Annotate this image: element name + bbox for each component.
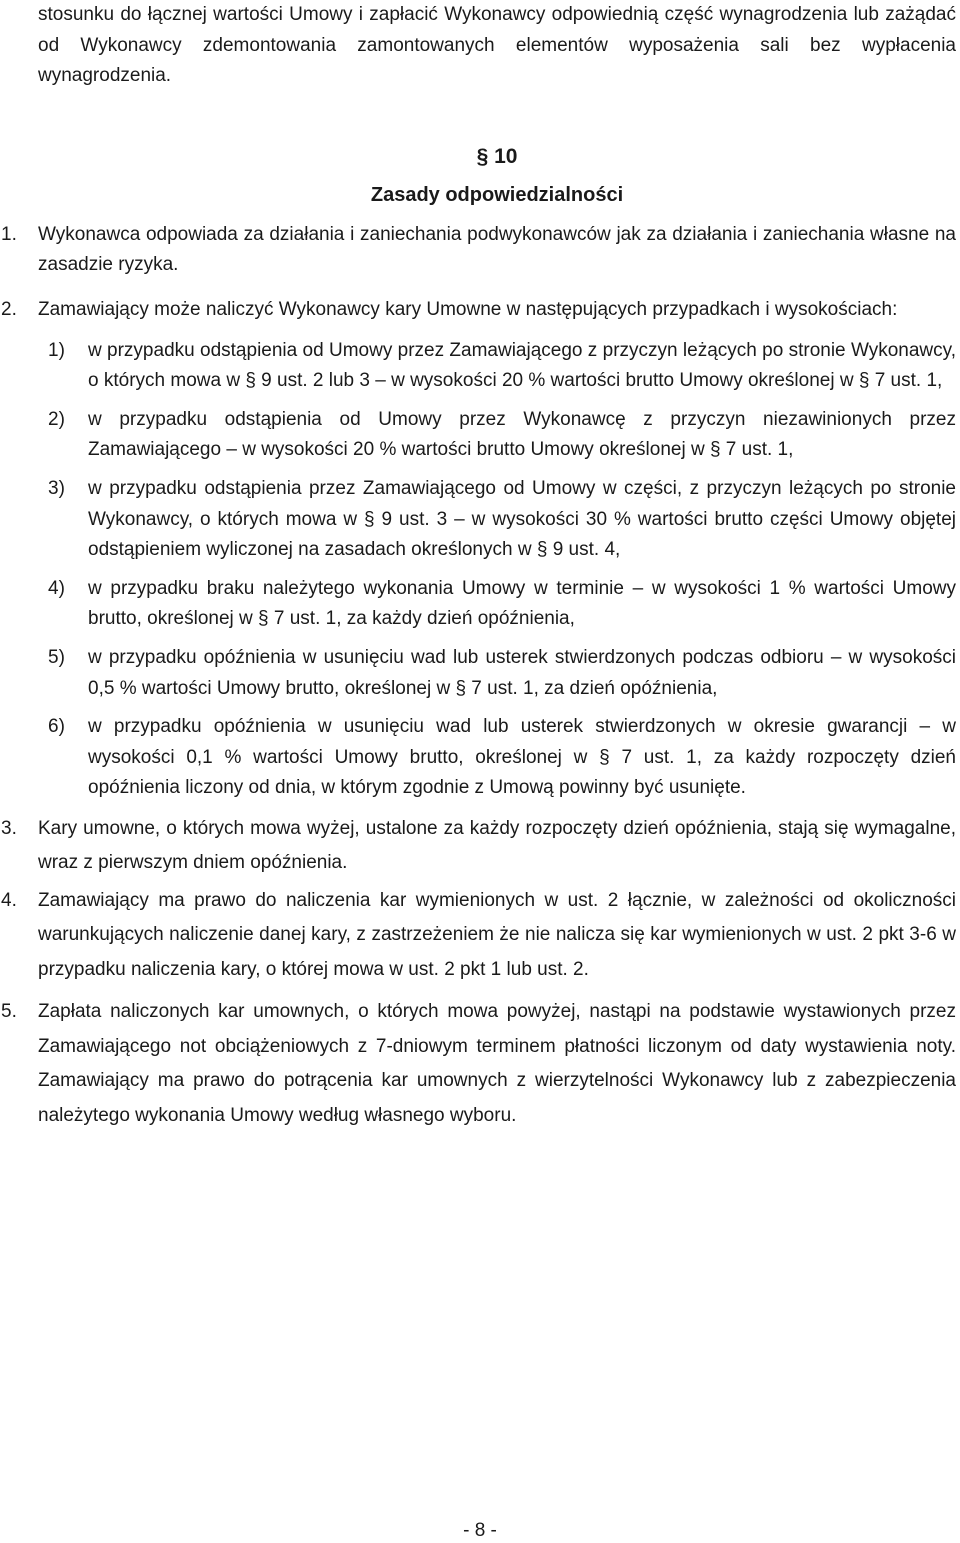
list-item-text: w przypadku odstąpienia przez Zamawiającego od Umowy w części, z przyczyn leżących po stronie Wykonawcy, o których mowa w § 9 ust. 3 – w wysokości 30 % wartości brutto części Umowy objętej odstąpieniem wyliczonej na zasadach określonych w § 9 ust. 4, xyxy=(88,477,956,561)
clause-text: Kary umowne, o których mowa wyżej, ustalone za każdy rozpoczęty dzień opóźnienia, stają się wymagalne, wraz z pierwszym dniem opóźnienia. xyxy=(38,817,956,874)
list-item-text: w przypadku opóźnienia w usunięciu wad lub usterek stwierdzonych podczas odbioru – w wysokości 0,5 % wartości Umowy brutto, określonej w § 7 ust. 1, za dzień opóźnienia, xyxy=(88,646,956,699)
document-page xyxy=(1,0,956,1133)
clause-5 xyxy=(1,995,956,1133)
list-item xyxy=(48,574,956,635)
section-heading xyxy=(38,138,956,214)
list-item xyxy=(48,405,956,466)
list-item-marker: 4) xyxy=(48,577,65,599)
list-item-marker: 6) xyxy=(48,716,65,738)
list-item-text: w przypadku opóźnienia w usunięciu wad lub usterek stwierdzonych w okresie gwarancji – w wysokości 0,1 % wartości Umowy brutto, określonej w § 7 ust. 1, za każdy rozpoczęty dzień opóźnienia liczony od dnia, w którym zgodnie z Umową powinny być usunięte. xyxy=(88,716,956,799)
list-item-text: w przypadku braku należytego wykonania Umowy w terminie – w wysokości 1 % wartości Umowy brutto, określonej w § 7 ust. 1, za każdy dzień opóźnienia, xyxy=(88,577,956,630)
list-item xyxy=(48,474,956,566)
clause-text: Zamawiający może naliczyć Wykonawcy kary Umowne w następujących przypadkach i wysokościach: xyxy=(38,298,898,320)
list-item-text: w przypadku odstąpienia od Umowy przez Wykonawcę z przyczyn niezawinionych przez Zamawiającego – w wysokości 20 % wartości brutto Umowy określonej w § 7 ust. 1, xyxy=(88,408,956,461)
section-title: Zasady odpowiedzialności xyxy=(370,183,624,206)
penalty-list xyxy=(48,336,956,804)
list-item-marker: 1) xyxy=(48,339,65,361)
clause-1 xyxy=(1,220,956,281)
section-number: § 10 xyxy=(476,144,518,168)
page-number: - 8 - xyxy=(463,1520,497,1541)
clause-marker: 1. xyxy=(1,223,17,245)
clause-text: Zapłata naliczonych kar umownych, o których mowa powyżej, nastąpi na podstawie wystawionych przez Zamawiającego not obciążeniowych z 7-dniowym terminem płatności liczonym od daty wystawienia noty. Zamawiający ma prawo do potrącenia kar umownych z wierzytelności Wykonawcy lub z zabezpieczenia należytego wykonania Umowy według własnego wyboru. xyxy=(38,1001,956,1126)
list-item xyxy=(48,336,956,397)
list-item-marker: 2) xyxy=(48,408,65,430)
list-item xyxy=(48,643,956,704)
clause-marker: 5. xyxy=(1,1001,17,1023)
list-item-marker: 5) xyxy=(48,646,65,668)
list-item-text: w przypadku odstąpienia od Umowy przez Zamawiającego z przyczyn leżących po stronie Wykonawcy, o których mowa w § 9 ust. 2 lub 3 – w wysokości 20 % wartości brutto Umowy określonej w § 7 ust. 1, xyxy=(88,339,956,392)
clause-2 xyxy=(1,295,956,326)
list-item xyxy=(48,712,956,804)
clause-text: Wykonawca odpowiada za działania i zaniechania podwykonawców jak za działania i zaniechania własne na zasadzie ryzyka. xyxy=(38,223,956,276)
list-item-marker: 3) xyxy=(48,477,65,499)
clause-marker: 2. xyxy=(1,298,17,320)
clause-4 xyxy=(1,884,956,988)
clause-marker: 4. xyxy=(1,889,17,911)
clause-marker: 3. xyxy=(1,817,17,839)
clause-3 xyxy=(1,812,956,881)
intro-paragraph: stosunku do łącznej wartości Umowy i zapłacić Wykonawcy odpowiednią część wynagrodzenia lub zażądać od Wykonawcy zdemontowania zamontowanych elementów wyposażenia sali bez wypłacenia wynagrodzenia. xyxy=(38,4,956,87)
clause-text: Zamawiający ma prawo do naliczenia kar wymienionych w ust. 2 łącznie, w zależności od okoliczności warunkujących naliczenie danej kary, z zastrzeżeniem że nie nalicza się kar wymienionych w ust. 2 pkt 3-6 w przypadku naliczenia kary, o której mowa w ust. 2 pkt 1 lub ust. 2. xyxy=(38,889,956,980)
